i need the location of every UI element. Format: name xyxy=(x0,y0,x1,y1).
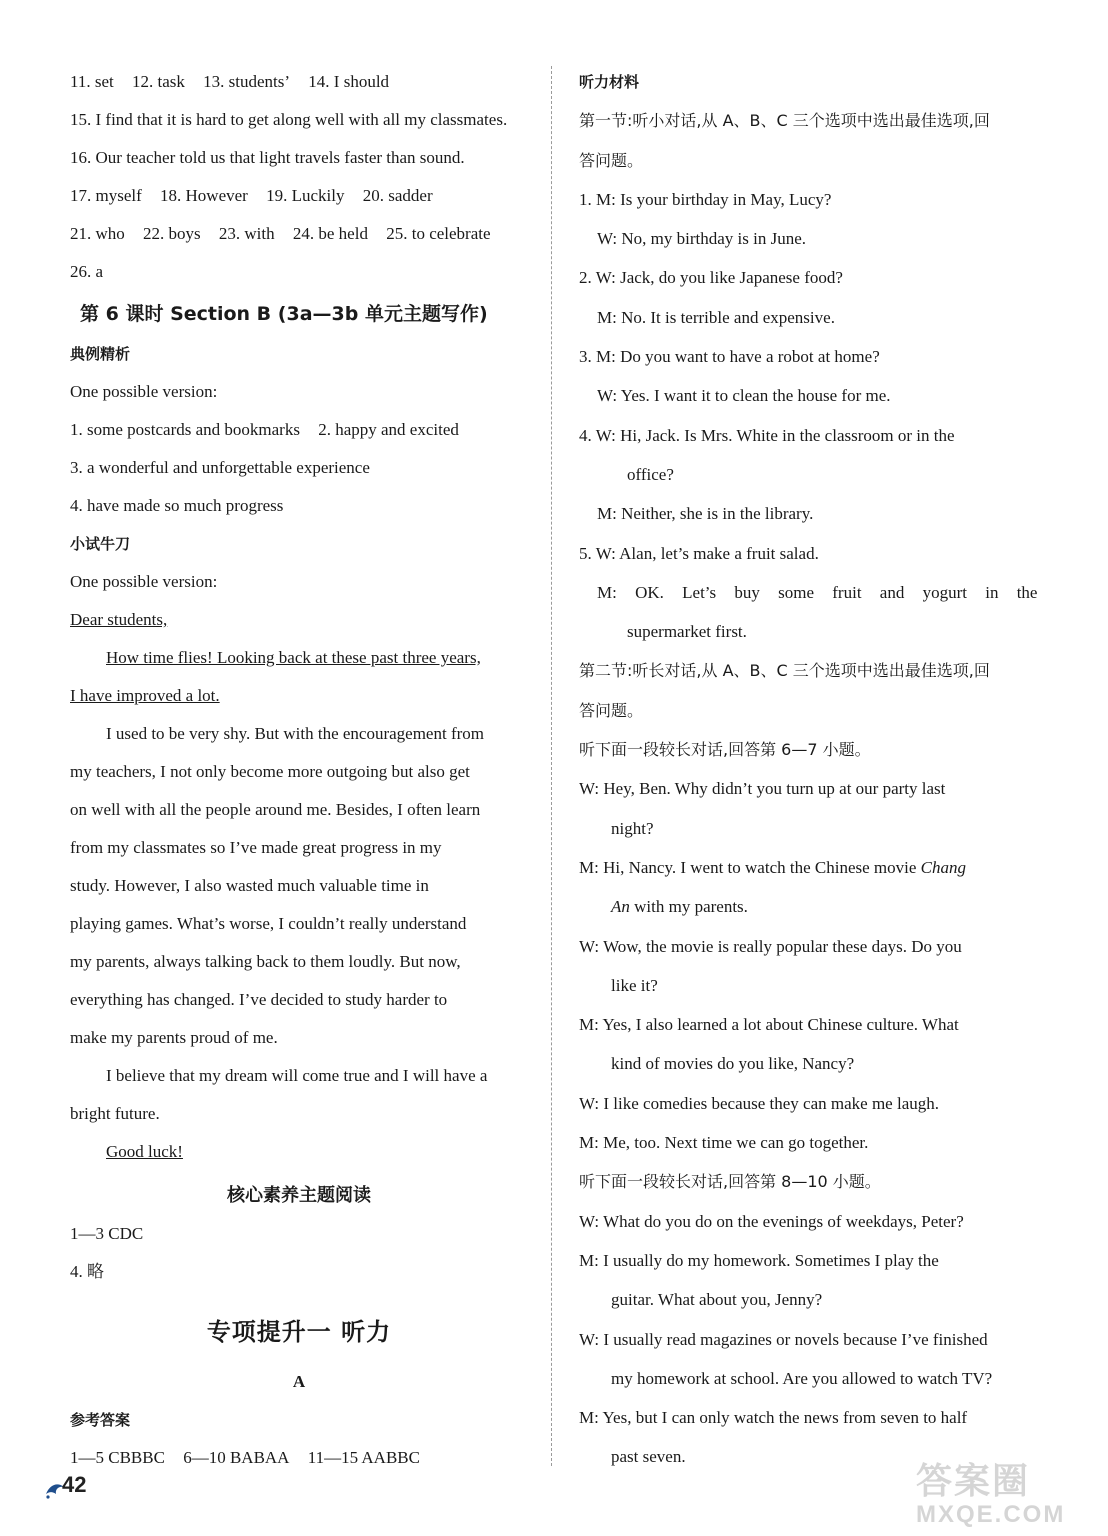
answer-12: 12. task xyxy=(132,72,185,91)
answer-20: 20. sadder xyxy=(362,186,433,205)
answer-line-11-14 xyxy=(70,66,528,104)
writing-answer-3: 3. a wonderful and unforgettable experience xyxy=(70,458,370,477)
conversation-2-text: M: Hi, Nancy. I went to watch the Chinese movie xyxy=(579,857,917,877)
answer-15: 15. I find that it is hard to get along well with all my classmates. xyxy=(70,110,508,129)
conversation-5: W: I like comedies because they can make me laugh. xyxy=(579,1093,939,1113)
section-a-label: A xyxy=(292,1372,306,1391)
part2-instruction-line-1: 第二节:听长对话,从 A、B、C 三个选项中选出最佳选项,回 xyxy=(579,661,990,681)
answer-key-1-5: 1—5 CBBBC xyxy=(70,1448,165,1467)
letter-opening-line-1: How time flies! Looking back at these past three years, xyxy=(106,648,481,667)
answer-16: 16. Our teacher told us that light travels faster than sound. xyxy=(70,148,465,167)
watermark-logo xyxy=(916,1462,1106,1536)
exchange-4-line-2: past seven. xyxy=(611,1447,686,1467)
conversation-2-line-2 xyxy=(579,891,1037,930)
letter-signoff: Good luck! xyxy=(106,1142,183,1161)
conversation-1-line-2: night? xyxy=(611,818,654,838)
exchange-3-line-2: my homework at school. Are you allowed to watch TV? xyxy=(611,1368,993,1388)
answer-key-6-10: 6—10 BABAA xyxy=(183,1448,290,1467)
possible-version-1: One possible version: xyxy=(70,382,218,401)
answer-14: 14. I should xyxy=(308,72,390,91)
exchange-2-line-1: M: I usually do my homework. Sometimes I play the xyxy=(579,1250,939,1270)
dialog-3-m: 3. M: Do you want to have a robot at home? xyxy=(579,347,880,367)
part1-instruction-line-2: 答问题。 xyxy=(579,150,644,170)
letter-body-line: make my parents proud of me. xyxy=(70,1028,278,1047)
intro-questions-8-10: 听下面一段较长对话,回答第 8—10 小题。 xyxy=(579,1172,881,1192)
page-number: 42 xyxy=(62,1472,87,1497)
dialog-5-m-line-1: M: OK. Let’s buy some fruit and yogurt in the xyxy=(597,582,1037,602)
letter-body-line: on well with all the people around me. Besides, I often learn xyxy=(70,800,481,819)
reading-answer-4: 4. 略 xyxy=(70,1262,104,1281)
answer-26: 26. a xyxy=(70,262,104,281)
exchange-4-line-1: M: Yes, but I can only watch the news from seven to half xyxy=(579,1408,968,1428)
letter-greeting: Dear students, xyxy=(70,610,168,629)
letter-body-line: everything has changed. I’ve decided to study harder to xyxy=(70,990,448,1009)
letter-body-line: playing games. What’s worse, I couldn’t really understand xyxy=(70,914,467,933)
part1-instruction-line-1: 第一节:听小对话,从 A、B、C 三个选项中选出最佳选项,回 xyxy=(579,111,990,131)
dialog-4-m: M: Neither, she is in the library. xyxy=(597,504,814,524)
answer-13: 13. students’ xyxy=(203,72,291,91)
letter-closing-line-2: bright future. xyxy=(70,1104,160,1123)
answer-line-21-25 xyxy=(70,218,528,256)
intro-questions-6-7: 听下面一段较长对话,回答第 6—7 小题。 xyxy=(579,740,871,760)
lesson-title: 第 6 课时 Section B (3a—3b 单元主题写作) xyxy=(80,303,488,325)
letter-body-line: I used to be very shy. But with the encouragement from xyxy=(106,724,484,743)
answer-line-1-2 xyxy=(70,414,528,452)
xiaoshi-heading: 小试牛刀 xyxy=(70,535,131,553)
dialog-1-m: 1. M: Is your birthday in May, Lucy? xyxy=(579,189,832,209)
answer-23: 23. with xyxy=(218,224,275,243)
listening-material-heading: 听力材料 xyxy=(579,73,640,91)
answer-21: 21. who xyxy=(70,224,125,243)
answer-19: 19. Luckily xyxy=(266,186,345,205)
answer-24: 24. be held xyxy=(292,224,368,243)
letter-closing-line-1: I believe that my dream will come true and I will have a xyxy=(106,1066,488,1085)
dialog-1-w: W: No, my birthday is in June. xyxy=(597,229,807,249)
letter-body-line: study. However, I also wasted much valuable time in xyxy=(70,876,429,895)
part2-instruction-line-2: 答问题。 xyxy=(579,700,644,720)
answer-line-17-20 xyxy=(70,180,528,218)
right-column xyxy=(579,66,1037,1481)
answer-25: 25. to celebrate xyxy=(386,224,491,243)
watermark-text-top: 答案圈 xyxy=(916,1461,1031,1502)
letter-body-line: my teachers, I not only become more outgoing but also get xyxy=(70,762,470,781)
dialog-4-w-line-1: 4. W: Hi, Jack. Is Mrs. White in the classroom or in the xyxy=(579,425,955,445)
writing-answer-1: 1. some postcards and bookmarks xyxy=(70,420,300,439)
reading-answer-1-3: 1—3 CDC xyxy=(70,1224,144,1243)
special-section-title: 专项提升一 听力 xyxy=(206,1318,392,1346)
exchange-2-line-2: guitar. What about you, Jenny? xyxy=(611,1290,823,1310)
column-divider xyxy=(551,66,552,1466)
conversation-6: M: Me, too. Next time we can go together. xyxy=(579,1133,869,1153)
answer-17: 17. myself xyxy=(70,186,142,205)
writing-answer-4: 4. have made so much progress xyxy=(70,496,284,515)
exchange-1: W: What do you do on the evenings of weekdays, Peter? xyxy=(579,1211,964,1231)
movie-title-part-2: An xyxy=(611,897,630,917)
dianli-heading: 典例精析 xyxy=(70,345,131,363)
answer-key-11-15: 11—15 AABBC xyxy=(307,1448,420,1467)
letter-body-line: from my classmates so I’ve made great progress in my xyxy=(70,838,442,857)
dialog-2-w: 2. W: Jack, do you like Japanese food? xyxy=(579,268,843,288)
conversation-3-line-2: like it? xyxy=(611,975,658,995)
letter-body-line: my parents, always talking back to them loudly. But now, xyxy=(70,952,461,971)
dialog-4-w-line-2: office? xyxy=(627,464,674,484)
conversation-4-line-1: M: Yes, I also learned a lot about Chinese culture. What xyxy=(579,1015,959,1035)
answer-11: 11. set xyxy=(70,72,114,91)
dialog-3-w: W: Yes. I want it to clean the house for me. xyxy=(597,386,891,406)
conversation-2-line-1 xyxy=(579,852,1037,891)
conversation-1-line-1: W: Hey, Ben. Why didn’t you turn up at our party last xyxy=(579,779,946,799)
exchange-3-line-1: W: I usually read magazines or novels because I’ve finished xyxy=(579,1329,988,1349)
letter-opening-line-2: I have improved a lot. xyxy=(70,686,220,705)
conversation-2-rest: with my parents. xyxy=(629,897,748,917)
answers-heading: 参考答案 xyxy=(70,1411,131,1429)
reading-section-title: 核心素养主题阅读 xyxy=(227,1185,371,1206)
conversation-4-line-2: kind of movies do you like, Nancy? xyxy=(611,1054,855,1074)
answer-22: 22. boys xyxy=(143,224,201,243)
dialog-5-m-line-2: supermarket first. xyxy=(627,622,747,642)
writing-answer-2: 2. happy and excited xyxy=(318,420,459,439)
answer-18: 18. However xyxy=(160,186,248,205)
answer-key-line xyxy=(70,1442,528,1480)
watermark-text-bottom: MXQE.COM xyxy=(916,1501,1066,1528)
dialog-2-m: M: No. It is terrible and expensive. xyxy=(597,307,835,327)
possible-version-2: One possible version: xyxy=(70,572,218,591)
left-column xyxy=(70,66,528,1480)
movie-title-part-1: Chang xyxy=(920,857,966,877)
dialog-5-w: 5. W: Alan, let’s make a fruit salad. xyxy=(579,543,819,563)
conversation-3-line-1: W: Wow, the movie is really popular these days. Do you xyxy=(579,936,962,956)
